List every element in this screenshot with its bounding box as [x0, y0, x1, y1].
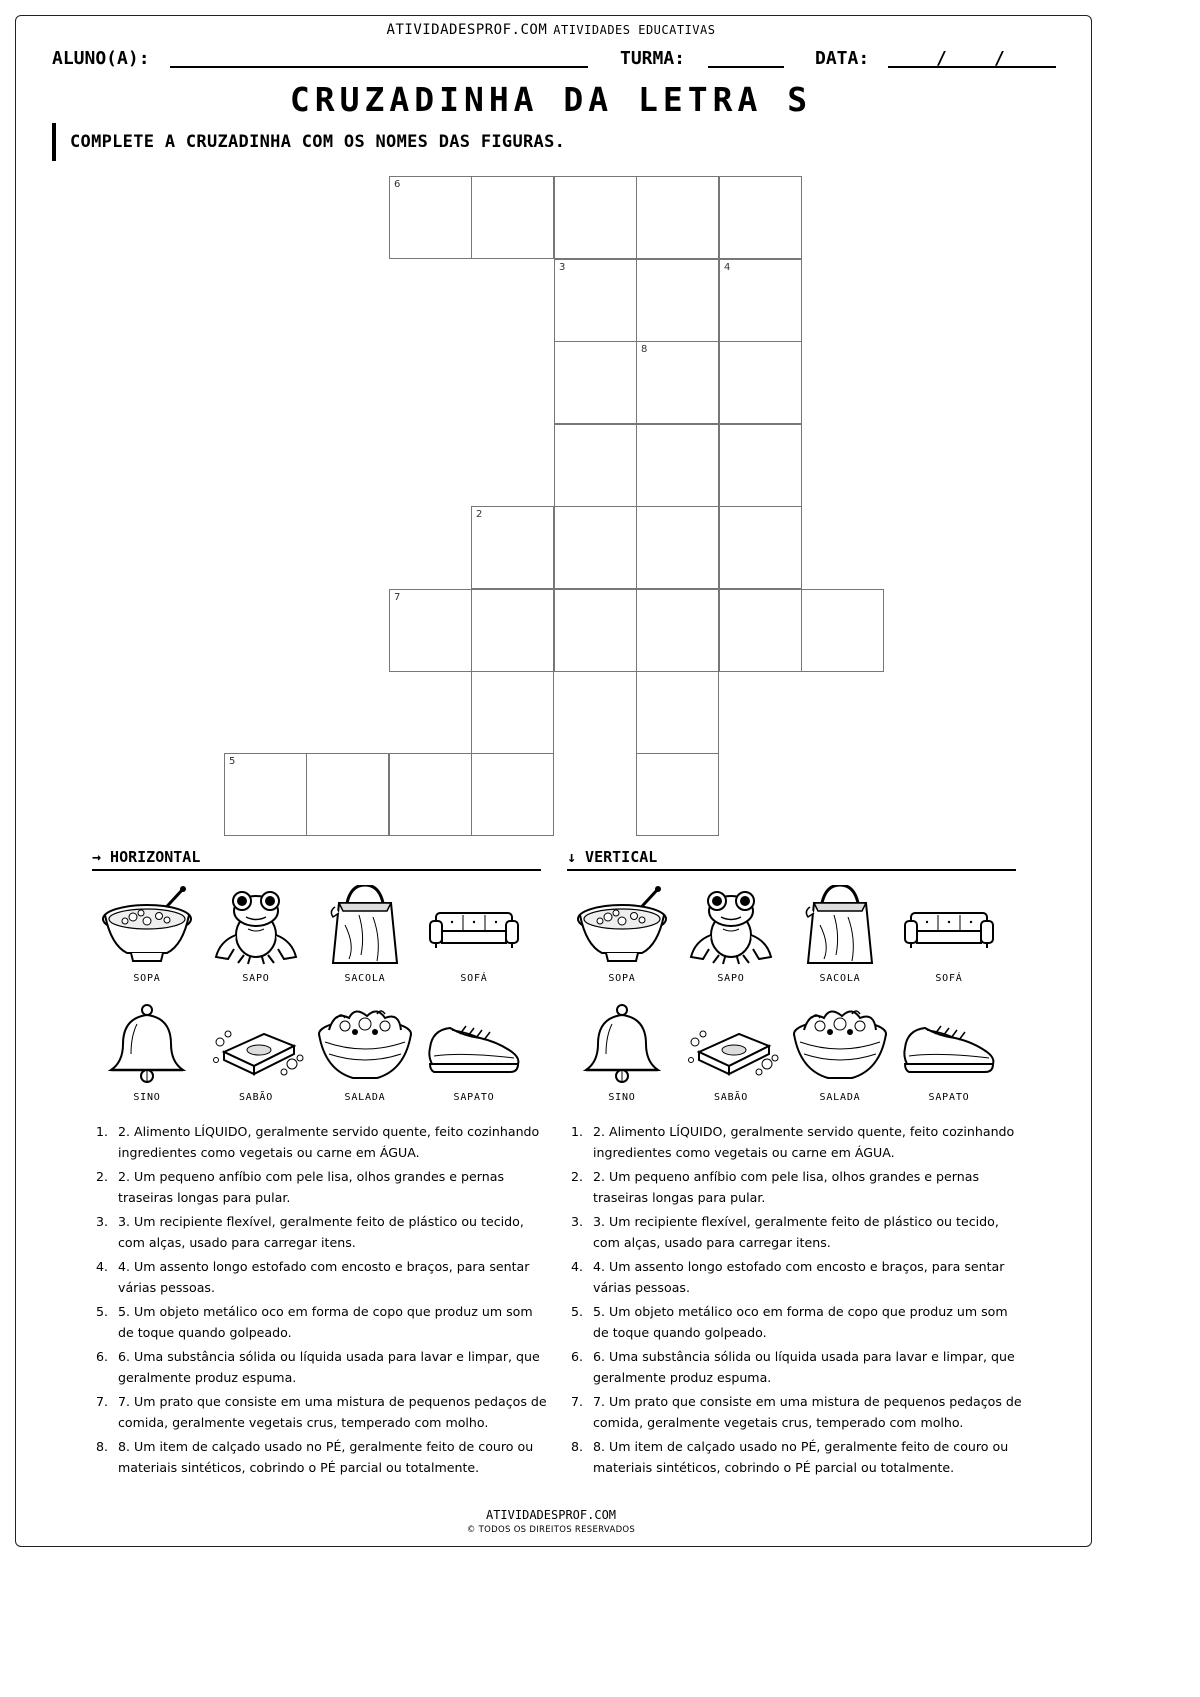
salad-icon	[790, 1004, 890, 1086]
clue-item: 1. 2. Alimento LÍQUIDO, geralmente servido quente, feito cozinhando ingredientes como vegetais ou carne em ÁGUA.	[96, 1124, 540, 1160]
site-header	[0, 22, 1102, 38]
crossword-cell[interactable]	[471, 176, 554, 259]
figure-salad: SALADA	[787, 1004, 893, 1108]
turma-label: TURMA:	[620, 48, 686, 69]
crossword-cell[interactable]	[719, 424, 802, 507]
crossword-cell[interactable]	[636, 341, 719, 424]
sofa-icon	[899, 885, 999, 967]
crossword-cell[interactable]	[306, 753, 389, 836]
aluno-label: ALUNO(A):	[52, 48, 150, 69]
soap-icon	[681, 1004, 781, 1086]
crossword-cell[interactable]	[554, 341, 637, 424]
clue-number: 3	[559, 262, 566, 273]
salad-icon	[315, 1004, 415, 1086]
clue-item: 8. 8. Um item de calçado usado no PÉ, geralmente feito de couro ou materiais sintéticos, cobrindo o PÉ parcial ou totalmente.	[96, 1439, 534, 1475]
figure-shoe: SAPATO	[421, 1004, 527, 1108]
date-slash: /	[936, 48, 947, 69]
figure-sofa: SOFÁ	[421, 885, 527, 989]
clue-item: 7. 7. Um prato que consiste em uma mistura de pequenos pedaços de comida, geralmente vegetais crus, temperado com molho.	[96, 1394, 547, 1430]
data-field[interactable]	[888, 66, 1056, 68]
crossword-cell[interactable]	[471, 671, 554, 754]
crossword-cell[interactable]	[636, 176, 719, 259]
figure-bell: SINO	[94, 1004, 200, 1108]
clue-number: 5	[229, 756, 236, 767]
crossword-cell[interactable]	[554, 424, 637, 507]
crossword-cell[interactable]	[471, 589, 554, 672]
crossword-cell[interactable]	[719, 506, 802, 589]
figure-salad: SALADA	[312, 1004, 418, 1108]
bell-icon	[97, 1004, 197, 1086]
crossword-cell[interactable]	[636, 506, 719, 589]
figure-frog: SAPO	[203, 885, 309, 989]
crossword-cell[interactable]	[554, 589, 637, 672]
data-label: DATA:	[815, 48, 870, 69]
clue-item: 7. 7. Um prato que consiste em uma mistura de pequenos pedaços de comida, geralmente vegetais crus, temperado com molho.	[571, 1394, 1022, 1430]
figure-bag: SACOLA	[787, 885, 893, 989]
clue-item: 5. 5. Um objeto metálico oco em forma de copo que produz um som de toque quando golpeado.	[96, 1304, 533, 1340]
crossword-cell[interactable]	[471, 506, 554, 589]
figure-soap: SABÃO	[678, 1004, 784, 1108]
figure-soap: SABÃO	[203, 1004, 309, 1108]
date-slash: /	[994, 48, 1005, 69]
crossword-cell[interactable]	[389, 176, 472, 259]
site-tagline: ATIVIDADES EDUCATIVAS	[553, 23, 716, 37]
clue-number: 6	[394, 179, 401, 190]
clue-item: 1. 2. Alimento LÍQUIDO, geralmente servido quente, feito cozinhando ingredientes como vegetais ou carne em ÁGUA.	[571, 1124, 1015, 1160]
soap-icon	[206, 1004, 306, 1086]
clue-item: 8. 8. Um item de calçado usado no PÉ, geralmente feito de couro ou materiais sintéticos, cobrindo o PÉ parcial ou totalmente.	[571, 1439, 1009, 1475]
crossword-cell[interactable]	[719, 589, 802, 672]
crossword-cell[interactable]	[719, 259, 802, 342]
clue-number: 4	[724, 262, 731, 273]
crossword-cell[interactable]	[554, 176, 637, 259]
crossword-cell[interactable]	[719, 176, 802, 259]
vertical-heading: ↓ VERTICAL	[567, 848, 658, 866]
crossword-cell[interactable]	[224, 753, 307, 836]
shoe-icon	[899, 1004, 999, 1086]
clue-item: 6. 6. Uma substância sólida ou líquida usada para lavar e limpar, que geralmente produz espuma.	[571, 1349, 1015, 1385]
aluno-field[interactable]	[170, 66, 588, 68]
crossword-cell[interactable]	[636, 424, 719, 507]
crossword-cell[interactable]	[636, 259, 719, 342]
clue-item: 3. 3. Um recipiente flexível, geralmente feito de plástico ou tecido, com alças, usado para carregar itens.	[96, 1214, 524, 1250]
figure-soup: SOPA	[569, 885, 675, 989]
footer-rights: © TODOS OS DIREITOS RESERVADOS	[466, 1525, 636, 1535]
heading-underline	[92, 869, 541, 871]
frog-icon	[206, 885, 306, 967]
clue-item: 5. 5. Um objeto metálico oco em forma de copo que produz um som de toque quando golpeado.	[571, 1304, 1008, 1340]
clue-list-vertical	[571, 1121, 1022, 1481]
bag-icon	[790, 885, 890, 967]
crossword-cell[interactable]	[636, 671, 719, 754]
figure-shoe: SAPATO	[896, 1004, 1002, 1108]
crossword-cell[interactable]	[554, 506, 637, 589]
soup-bowl-icon	[97, 885, 197, 967]
shoe-icon	[424, 1004, 524, 1086]
crossword-cell[interactable]	[636, 589, 719, 672]
crossword-cell[interactable]	[636, 753, 719, 836]
site-name: ATIVIDADESPROF.COM	[386, 22, 548, 38]
soup-bowl-icon	[572, 885, 672, 967]
instruction-text: COMPLETE A CRUZADINHA COM OS NOMES DAS FIGURAS.	[70, 132, 566, 152]
crossword-cell[interactable]	[471, 753, 554, 836]
figure-soup: SOPA	[94, 885, 200, 989]
crossword-cell[interactable]	[554, 259, 637, 342]
figure-sofa: SOFÁ	[896, 885, 1002, 989]
crossword-cell[interactable]	[719, 341, 802, 424]
turma-field[interactable]	[708, 66, 784, 68]
bell-icon	[572, 1004, 672, 1086]
clue-number: 8	[641, 344, 648, 355]
crossword-cell[interactable]	[801, 589, 884, 672]
crossword-cell[interactable]	[389, 753, 472, 836]
clue-item: 4. 4. Um assento longo estofado com encosto e braços, para sentar várias pessoas.	[571, 1259, 1005, 1295]
instruction-bar	[52, 123, 56, 161]
footer-site: ATIVIDADESPROF.COM	[485, 1508, 617, 1522]
figure-bell: SINO	[569, 1004, 675, 1108]
clue-item: 3. 3. Um recipiente flexível, geralmente feito de plástico ou tecido, com alças, usado para carregar itens.	[571, 1214, 999, 1250]
page-title: CRUZADINHA DA LETRA S	[289, 80, 813, 119]
figure-bag: SACOLA	[312, 885, 418, 989]
clue-list-horizontal	[96, 1121, 547, 1481]
clue-number: 7	[394, 592, 401, 603]
figure-frog: SAPO	[678, 885, 784, 989]
horizontal-heading: → HORIZONTAL	[92, 848, 201, 866]
clue-item: 2. 2. Um pequeno anfíbio com pele lisa, olhos grandes e pernas traseiras longas para pular.	[96, 1169, 505, 1205]
frog-icon	[681, 885, 781, 967]
bag-icon	[315, 885, 415, 967]
sofa-icon	[424, 885, 524, 967]
clue-number: 2	[476, 509, 483, 520]
heading-underline	[567, 869, 1016, 871]
crossword-cell[interactable]	[389, 589, 472, 672]
clue-item: 2. 2. Um pequeno anfíbio com pele lisa, olhos grandes e pernas traseiras longas para pular.	[571, 1169, 980, 1205]
clue-item: 6. 6. Uma substância sólida ou líquida usada para lavar e limpar, que geralmente produz espuma.	[96, 1349, 540, 1385]
clue-item: 4. 4. Um assento longo estofado com encosto e braços, para sentar várias pessoas.	[96, 1259, 530, 1295]
